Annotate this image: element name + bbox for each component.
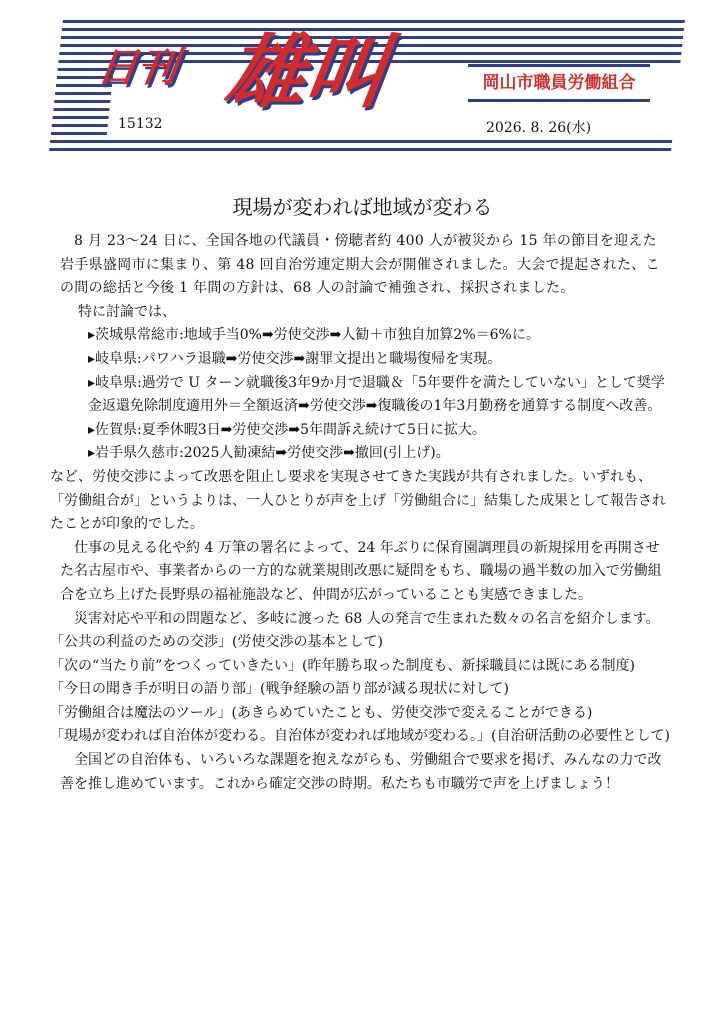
closing-paragraph: 全国どの自治体も、いろいろな課題を抱えながらも、労働組合で要求を掲げ、みんなの力で改善を推し進めています。これから確定交渉の時期。私たちも市職労で声を上げましょう！ (60, 752, 662, 792)
intro-paragraph: 8 月 23～24 日に、全国各地の代議員・傍聴者約 400 人が被災から 15 年の節目を迎えた岩手県盛岡市に集まり、第 48 回自治労連定期大会が開催されました。大会で提起された、この間の総括と今後 1 年間の方針は、68 人の討論で補強され、採択されました。 (60, 233, 660, 297)
growth-paragraph: 仕事の見える化や約 4 万筆の署名によって、24 年ぶりに保育園調理員の新規採用を再開させた名古屋市や、事業者からの一方的な就業規則改悪に疑問をもち、職場の過半数の加入で労働組合を立ち上げた長野県の福祉施設など、仲間が広がっていることも実感できました。 (60, 539, 662, 603)
list-item: ▸茨城県常総市:地域手当0%➡労使交渉➡人勧＋市独自加算2%＝6%に。 (88, 327, 540, 344)
article-body (50, 230, 670, 796)
logo-okebi: 雄叫 (219, 26, 393, 119)
logo-nikkan: 日刊 (94, 45, 181, 91)
list-item: ▸岩手県久慈市:2025人勧凍結➡労使交渉➡撤回(引上げ)。 (88, 445, 450, 462)
case-list (60, 324, 670, 466)
quotes-intro: 災害対応や平和の問題など、多岐に渡った 68 人の発言で生まれた数々の名言を紹介します。 (74, 610, 660, 627)
lead-text: 特に討論では、 (78, 303, 176, 320)
list-item: ▸岐阜県:パワハラ退職➡労使交渉➡謝罪文提出と職場復帰を実現。 (88, 350, 502, 367)
issue-date: 2026. 8. 26(水) (486, 120, 592, 136)
list-item: ▸佐賀県:夏季休暇3日➡労使交渉➡5年間訴え続けて5日に拡大。 (88, 421, 486, 438)
article-title: 現場が変われば地域が変わる (232, 195, 493, 219)
quote-item: 「次の“当たり前”をつくっていきたい」(昨年勝ち取った制度も、新採職員には既にある制度) (50, 657, 635, 674)
quote-item: 「今日の聞き手が明日の語り部」(戦争経験の語り部が減る現状に対して) (50, 681, 509, 698)
summary-paragraph: など、労使交渉によって改悪を阻止し要求を実現させてきた実践が共有されました。いずれも、「労働組合が」というよりは、一人ひとりが声を上げ「労働組合に」結集した成果として報告されたことが印象的でした。 (50, 468, 666, 533)
org-name: 岡山市職員労働組合 (468, 64, 650, 102)
quote-item: 「労働組合は魔法のツール」(あきらめていたことも、労使交渉で変えることができる) (50, 704, 593, 721)
list-item: ▸岐阜県:過労で U ターン就職後3年9か月で退職＆「5年要件を満たしていない」として奨学金返還免除制度適用外＝全額返済➡労使交渉➡復職後の1年3月勤務を通算する制度へ改善。 (88, 374, 665, 415)
quote-item: 「現場が変われば自治体が変わる。自治体が変われば地域が変わる。」(自治研活動の必要性として) (50, 728, 670, 745)
issue-number: 15132 (118, 116, 163, 132)
quote-item: 「公共の利益のための交渉」(労使交渉の基本として) (50, 634, 383, 651)
quote-list (50, 631, 670, 749)
